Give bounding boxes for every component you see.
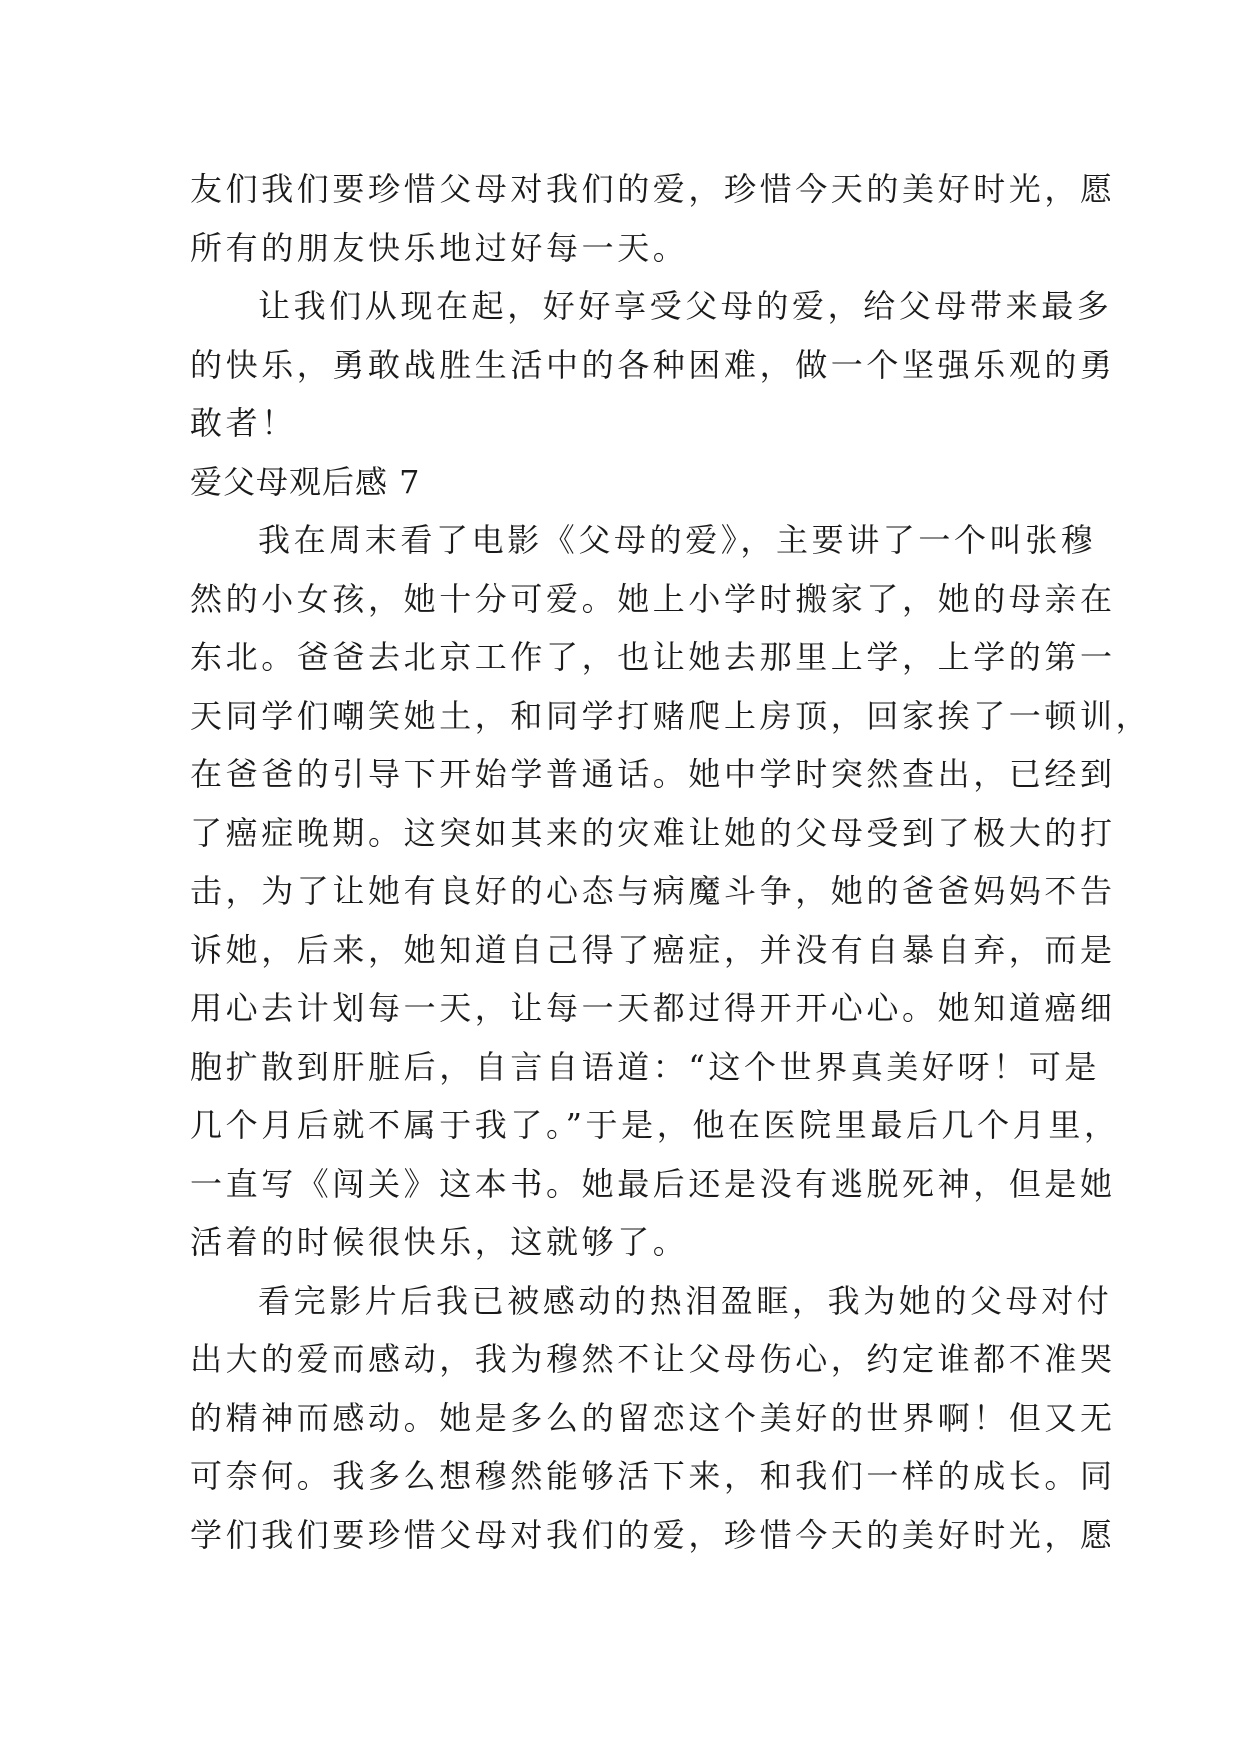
- text-line: 我在周末看了电影《父母的爱》，主要讲了一个叫张穆: [258, 521, 1097, 559]
- text-line: 敢者！: [190, 404, 297, 442]
- text-line: 然的小女孩，她十分可爱。她上小学时搬家了，她的母亲在: [190, 579, 1116, 618]
- section-heading: 爱父母观后感 7: [190, 462, 421, 501]
- text-line: 的快乐，勇敢战胜生活中的各种困难，做一个坚强乐观的勇: [190, 345, 1116, 384]
- text-line: 可奈何。我多么想穆然能够活下来，和我们一样的成长。同: [190, 1457, 1116, 1495]
- text-line: 东北。爸爸去北京工作了，也让她去那里上学，上学的第一: [190, 638, 1116, 676]
- text-line: 了癌症晚期。这突如其来的灾难让她的父母受到了极大的打: [190, 813, 1116, 852]
- text-line: 让我们从现在起，好好享受父母的爱，给父母带来最多: [258, 287, 1113, 325]
- text-line: 一直写《闯关》这本书。她最后还是没有逃脱死神，但是她: [190, 1164, 1116, 1203]
- text-line: 用心去计划每一天，让每一天都过得开开心心。她知道癌细: [190, 989, 1116, 1027]
- text-line: 看完影片后我已被感动的热泪盈眶，我为她的父母对付: [258, 1281, 1113, 1320]
- text-line: 学们我们要珍惜父母对我们的爱，珍惜今天的美好时光，愿: [190, 1515, 1116, 1554]
- text-line: 出大的爱而感动，我为穆然不让父母伤心，约定谁都不准哭: [190, 1340, 1116, 1378]
- text-line: 的精神而感动。她是多么的留恋这个美好的世界啊！但又无: [190, 1398, 1116, 1437]
- text-line: 击，为了让她有良好的心态与病魔斗争，她的爸爸妈妈不告: [190, 872, 1116, 910]
- text-line: 胞扩散到肝脏后，自言自语道：“这个世界真美好呀！可是: [190, 1047, 1100, 1086]
- paragraph: [190, 1272, 1116, 1565]
- paragraph-continuation: [190, 160, 1116, 277]
- text-line: 所有的朋友快乐地过好每一天。: [190, 228, 689, 267]
- document-body: [190, 160, 1152, 1564]
- paragraph: [190, 511, 1152, 1272]
- text-line: 在爸爸的引导下开始学普通话。她中学时突然查出，已经到: [190, 755, 1116, 793]
- paragraph: [190, 277, 1116, 453]
- text-line: 天同学们嘲笑她土，和同学打赌爬上房顶，回家挨了一顿训，: [190, 696, 1152, 735]
- text-line: 诉她，后来，她知道自己得了癌症，并没有自暴自弃，而是: [190, 930, 1116, 969]
- text-line: 友们我们要珍惜父母对我们的爱，珍惜今天的美好时光，愿: [190, 170, 1116, 208]
- text-line: 几个月后就不属于我了。”于是，他在医院里最后几个月里，: [190, 1106, 1120, 1144]
- text-line: 活着的时候很快乐，这就够了。: [190, 1223, 689, 1261]
